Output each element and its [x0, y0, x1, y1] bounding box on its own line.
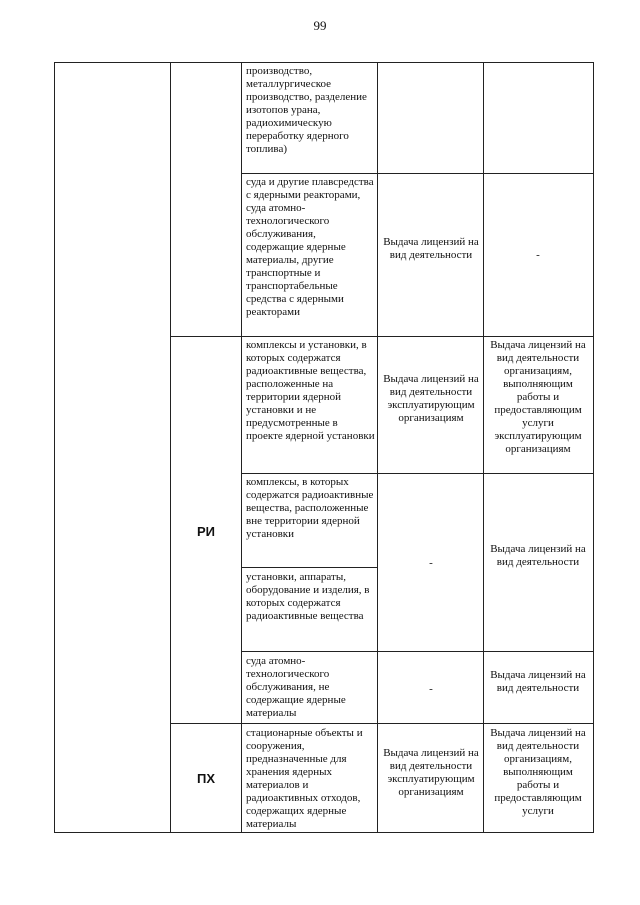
- row-divider: [170, 336, 594, 337]
- license-operator: -: [429, 557, 433, 569]
- table-border-left: [54, 62, 55, 833]
- table-col-divider: [170, 62, 171, 833]
- table-col-divider: [377, 62, 378, 833]
- license-operator: Выдача лицензий на вид деятельности: [383, 236, 479, 261]
- license-services: Выдача лицензий на вид деятельности: [490, 543, 586, 568]
- license-operator: Выдача лицензий на вид деятельности эксплуатирующим организациям: [383, 373, 479, 424]
- row-description: стационарные объекты и сооружения, предназначенные для хранения ядерных материалов и радиоактивных отходов, содержащих ядерные материалы: [246, 727, 363, 830]
- code-px: ПХ: [196, 771, 215, 786]
- row-description: комплексы, в которых содержатся радиоактивные вещества, расположенные вне территории ядерной установки: [246, 476, 374, 540]
- license-operator: Выдача лицензий на вид деятельности эксплуатирующим организациям: [383, 747, 479, 798]
- table-border-right: [593, 62, 594, 833]
- row-description: суда атомно-технологического обслуживания, не содержащие ядерные материалы: [246, 655, 346, 719]
- row-description: установки, аппараты, оборудование и изделия, в которых содержатся радиоактивные вещества: [246, 571, 370, 622]
- table-border-bottom: [54, 832, 594, 833]
- row-divider: [241, 651, 594, 652]
- row-divider: [241, 473, 594, 474]
- row-divider: [241, 173, 594, 174]
- license-services: Выдача лицензий на вид деятельности организациям, выполняющим работы и предоставляющим услуги: [490, 727, 586, 817]
- row-divider: [241, 567, 377, 568]
- row-description: производство, металлургическое производство, разделение изотопов урана, радиохимическую переработку ядерного топлива): [246, 65, 367, 155]
- table-border-top: [54, 62, 594, 63]
- table-col-divider: [483, 62, 484, 833]
- row-divider: [170, 723, 594, 724]
- code-ri: РИ: [196, 524, 215, 539]
- license-services: -: [536, 249, 540, 261]
- license-operator: -: [429, 683, 433, 695]
- row-description: суда и другие плавсредства с ядерными реакторами, суда атомно-технологического обслуживания, содержащие ядерные материалы, другие транспортные и транспортабельные средства с ядерными реакторами: [246, 176, 374, 318]
- license-services: Выдача лицензий на вид деятельности организациям, выполняющим работы и предоставляющим услуги эксплуатирующим организациям: [490, 339, 586, 455]
- table-col-divider: [241, 62, 242, 833]
- page-number: 99: [313, 18, 327, 33]
- license-services: Выдача лицензий на вид деятельности: [490, 669, 586, 694]
- row-description: комплексы и установки, в которых содержатся радиоактивные вещества, расположенные на территории ядерной установки и не предусмотренные в проекте ядерной установки: [246, 339, 375, 442]
